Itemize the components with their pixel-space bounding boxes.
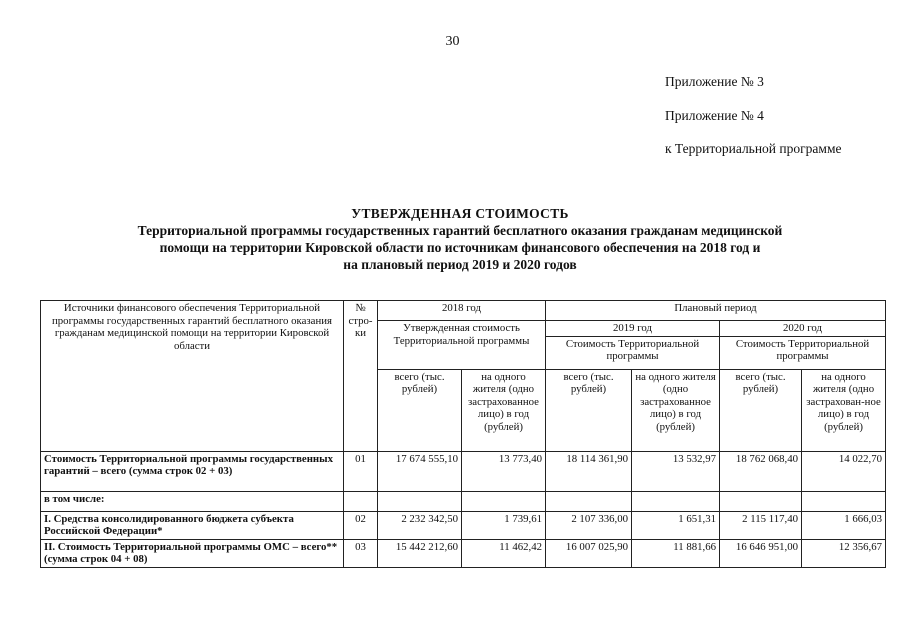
cell-empty (546, 491, 632, 511)
table-row (41, 539, 886, 567)
header-total-2018: всего (тыс. рублей) (378, 369, 462, 451)
cell-per-capita-2020: 12 356,67 (802, 539, 886, 567)
row-name: II. Стоимость Территориальной программы ОМС – всего** (сумма строк 04 + 08) (41, 539, 344, 567)
title-main: УТВЕРЖДЕННАЯ СТОИМОСТЬ (351, 206, 569, 221)
cell-per-capita-2018: 11 462,42 (462, 539, 546, 567)
row-name: Стоимость Территориальной программы государственных гарантий – всего (сумма строк 02 + 03) (41, 451, 344, 491)
header-total-2020: всего (тыс. рублей) (720, 369, 802, 451)
title-line-4: на плановый период 2019 и 2020 годов (343, 257, 577, 272)
header-year-2018: 2018 год (378, 301, 546, 321)
row-code: 03 (344, 539, 378, 567)
cell-total-2020: 16 646 951,00 (720, 539, 802, 567)
cell-total-2020: 18 762 068,40 (720, 451, 802, 491)
row-name: в том числе: (41, 491, 344, 511)
cell-total-2020: 2 115 117,40 (720, 511, 802, 539)
cell-empty (462, 491, 546, 511)
header-cost-2020: Стоимость Территориальной программы (720, 336, 886, 369)
appendix-line-2: Приложение № 4 (665, 108, 764, 123)
row-name: I. Средства консолидированного бюджета субъекта Российской Федерации* (41, 511, 344, 539)
cell-empty (802, 491, 886, 511)
header-per-capita-2020: на одного жителя (одно застрахован-ное лицо) в год (рублей) (802, 369, 886, 451)
header-total-2019: всего (тыс. рублей) (546, 369, 632, 451)
cost-table (40, 300, 886, 568)
row-code: 01 (344, 451, 378, 491)
cell-per-capita-2018: 13 773,40 (462, 451, 546, 491)
title-line-2: Территориальной программы государственных гарантий бесплатного оказания гражданам медицинской (137, 223, 783, 238)
header-source: Источники финансового обеспечения Территориальной программы государственных гарантий бесплатного оказания гражданам медицинской помощи на территории Кировской области (41, 301, 344, 452)
cell-total-2018: 15 442 212,60 (378, 539, 462, 567)
header-year-2019: 2019 год (546, 321, 720, 337)
title-line-3: помощи на территории Кировской области по источникам финансового обеспечения на 2018 год и (159, 240, 761, 255)
cell-per-capita-2020: 14 022,70 (802, 451, 886, 491)
cell-per-capita-2019: 11 881,66 (632, 539, 720, 567)
row-code: 02 (344, 511, 378, 539)
header-row-number: № стро-ки (344, 301, 378, 452)
cell-empty (720, 491, 802, 511)
row-code (344, 491, 378, 511)
document-title (40, 205, 880, 273)
cell-empty (632, 491, 720, 511)
cell-total-2019: 2 107 336,00 (546, 511, 632, 539)
header-planned-period: Плановый период (546, 301, 886, 321)
header-per-capita-2018: на одного жителя (одно застрахованное лицо) в год (рублей) (462, 369, 546, 451)
cell-total-2019: 16 007 025,90 (546, 539, 632, 567)
header-cost-2019: Стоимость Территориальной программы (546, 336, 720, 369)
cell-per-capita-2018: 1 739,61 (462, 511, 546, 539)
table-row (41, 491, 886, 511)
cell-total-2018: 2 232 342,50 (378, 511, 462, 539)
cell-per-capita-2019: 1 651,31 (632, 511, 720, 539)
appendix-line-1: Приложение № 3 (665, 74, 764, 89)
table-row (41, 451, 886, 491)
header-per-capita-2019: на одного жителя (одно застрахованное лицо) в год (рублей) (632, 369, 720, 451)
cell-per-capita-2019: 13 532,97 (632, 451, 720, 491)
header-year-2020: 2020 год (720, 321, 886, 337)
cell-total-2019: 18 114 361,90 (546, 451, 632, 491)
table-row (41, 511, 886, 539)
cell-total-2018: 17 674 555,10 (378, 451, 462, 491)
header-approved-cost: Утвержденная стоимость Территориальной программы (378, 321, 546, 370)
cell-per-capita-2020: 1 666,03 (802, 511, 886, 539)
cell-empty (378, 491, 462, 511)
appendix-line-3: к Территориальной программе (665, 141, 842, 156)
page-number: 30 (445, 34, 460, 49)
